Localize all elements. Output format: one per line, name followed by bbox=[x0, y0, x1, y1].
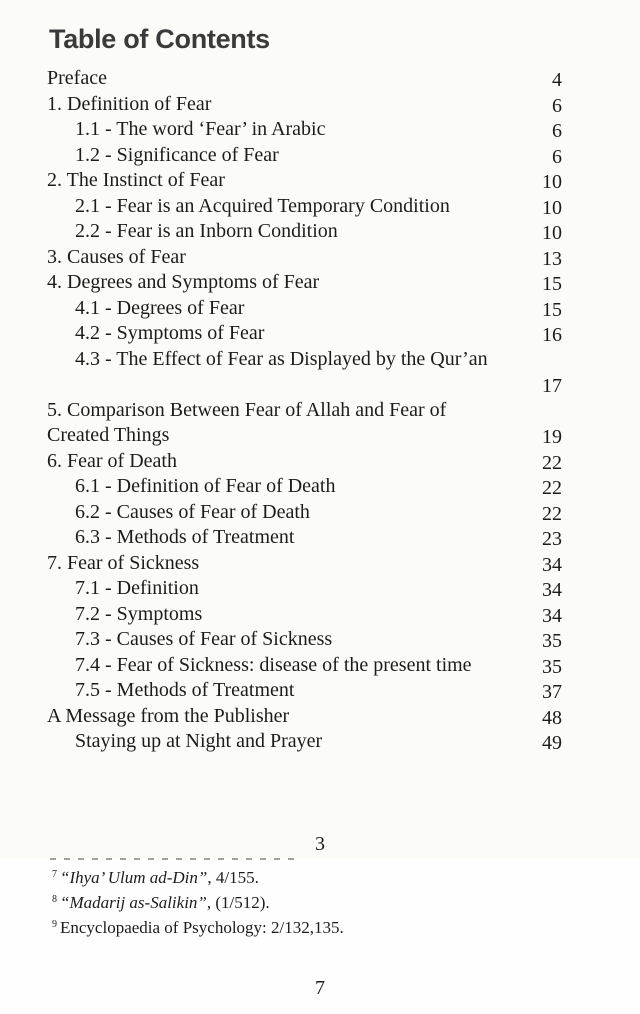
toc-entry bbox=[0, 117, 640, 143]
toc-entry-page: 22 bbox=[542, 451, 562, 474]
toc-entry bbox=[0, 627, 640, 653]
toc-entry-label: 1. Definition of Fear bbox=[47, 92, 212, 115]
toc-entry bbox=[0, 398, 640, 424]
toc-entry bbox=[0, 602, 640, 628]
toc-entry-page: 6 bbox=[552, 94, 562, 117]
toc-entry bbox=[0, 576, 640, 602]
toc-entry-page: 34 bbox=[542, 553, 562, 576]
toc-entry bbox=[0, 321, 640, 347]
toc-entry-label: A Message from the Publisher bbox=[47, 704, 290, 727]
toc-entry-page: 35 bbox=[542, 655, 562, 678]
toc-entry bbox=[0, 168, 640, 194]
toc-entry bbox=[0, 500, 640, 526]
footnote-text: , (1/512). bbox=[206, 893, 270, 912]
toc-entry-page: 34 bbox=[542, 604, 562, 627]
toc-entry-page: 6 bbox=[552, 145, 562, 168]
toc-entry-label: 5. Comparison Between Fear of Allah and Fear of bbox=[47, 398, 447, 421]
toc-entry-label: 4.2 - Symptoms of Fear bbox=[75, 322, 265, 344]
footnote-number: 8 bbox=[52, 894, 57, 905]
toc-entry-page: 22 bbox=[542, 502, 562, 525]
toc-entry-page: 23 bbox=[542, 528, 562, 550]
footnotes bbox=[52, 864, 344, 939]
footnote bbox=[52, 914, 344, 939]
toc-entry-label: 2.1 - Fear is an Acquired Temporary Condition bbox=[75, 194, 450, 217]
toc-entry bbox=[0, 219, 640, 245]
toc-entry-page: 10 bbox=[542, 171, 562, 193]
toc-entry bbox=[0, 449, 640, 475]
toc-entry-page: 34 bbox=[542, 579, 562, 601]
toc-entry-page: 15 bbox=[542, 298, 562, 321]
toc-entry-label: 6.3 - Methods of Treatment bbox=[75, 526, 295, 548]
toc-entry-label: 4.3 - The Effect of Fear as Displayed by the Qur’an bbox=[75, 347, 488, 370]
toc-entry bbox=[0, 194, 640, 220]
toc-entry bbox=[0, 474, 640, 500]
toc-entry bbox=[0, 704, 640, 730]
toc-entry bbox=[0, 551, 640, 577]
toc-entry-label: 7.3 - Causes of Fear of Sickness bbox=[75, 628, 333, 650]
toc-entry-page: 19 bbox=[542, 426, 562, 448]
toc-entry bbox=[0, 143, 640, 169]
toc-entry bbox=[0, 245, 640, 271]
toc-entry-label: 7.2 - Symptoms bbox=[75, 602, 203, 625]
toc-entry bbox=[0, 92, 640, 118]
footnote-number: 7 bbox=[52, 869, 57, 880]
toc-entry-label: Staying up at Night and Prayer bbox=[75, 730, 323, 752]
toc-entry bbox=[0, 678, 640, 704]
toc-entry-label: 6. Fear of Death bbox=[47, 449, 177, 472]
toc-entry bbox=[0, 423, 640, 449]
toc-entry-label: Created Things bbox=[47, 424, 170, 446]
toc-entry-label: 3. Causes of Fear bbox=[47, 245, 186, 268]
toc-entry-label: 7.5 - Methods of Treatment bbox=[75, 679, 295, 701]
toc-entry-page: 49 bbox=[542, 732, 562, 754]
footnote-number: 9 bbox=[52, 919, 57, 930]
toc-entry-page: 35 bbox=[542, 630, 562, 652]
toc-entry-page: 6 bbox=[552, 120, 562, 142]
toc-entry bbox=[0, 296, 640, 322]
toc-entry-page: 37 bbox=[542, 681, 562, 703]
toc-entry-label: 1.1 - The word ‘Fear’ in Arabic bbox=[75, 118, 326, 140]
toc-entry-page: 15 bbox=[542, 273, 562, 295]
toc-entry-page: 22 bbox=[542, 477, 562, 499]
toc-entry-label: Preface bbox=[47, 67, 107, 89]
toc-entry-label: 6.1 - Definition of Fear of Death bbox=[75, 475, 336, 497]
toc-entry bbox=[0, 525, 640, 551]
toc-entry-page: 48 bbox=[542, 706, 562, 729]
toc-entry bbox=[0, 372, 640, 398]
toc-entry-label: 1.2 - Significance of Fear bbox=[75, 143, 279, 166]
toc-entry bbox=[0, 653, 640, 679]
page-number-bottom: 7 bbox=[315, 977, 325, 999]
footnote-title: “Madarij as-Salikin” bbox=[60, 893, 207, 912]
toc-entry-page: 17 bbox=[542, 375, 562, 397]
table-of-contents bbox=[0, 66, 640, 755]
toc-entry-label: 2.2 - Fear is an Inborn Condition bbox=[75, 220, 338, 242]
footnote bbox=[52, 864, 344, 889]
toc-entry-page: 4 bbox=[552, 69, 562, 91]
footnote-text: , 4/155. bbox=[207, 868, 259, 887]
page-number: 3 bbox=[315, 833, 325, 855]
toc-entry-label: 7.1 - Definition bbox=[75, 577, 199, 599]
toc-entry-label: 2. The Instinct of Fear bbox=[47, 169, 225, 191]
toc-entry-label: 7.4 - Fear of Sickness: disease of the present time bbox=[75, 653, 472, 676]
toc-entry-label: 6.2 - Causes of Fear of Death bbox=[75, 500, 310, 523]
toc-entry-page: 13 bbox=[542, 247, 562, 270]
toc-entry-page: 10 bbox=[542, 196, 562, 219]
toc-entry bbox=[0, 729, 640, 755]
toc-entry-label: 7. Fear of Sickness bbox=[47, 551, 200, 574]
footnote-text: Encyclopaedia of Psychology: 2/132,135. bbox=[60, 918, 344, 937]
footnote-title: “Ihya’ Ulum ad-Din” bbox=[60, 868, 208, 887]
toc-entry bbox=[0, 347, 640, 373]
toc-entry-page: 10 bbox=[542, 222, 562, 244]
page-title: Table of Contents bbox=[49, 24, 270, 54]
toc-entry bbox=[0, 66, 640, 92]
toc-entry-label: 4. Degrees and Symptoms of Fear bbox=[47, 271, 320, 293]
toc-entry-label: 4.1 - Degrees of Fear bbox=[75, 296, 245, 319]
toc-entry-page: 16 bbox=[542, 324, 562, 346]
footnote bbox=[52, 889, 344, 914]
toc-entry bbox=[0, 270, 640, 296]
footnote-separator bbox=[50, 858, 300, 860]
